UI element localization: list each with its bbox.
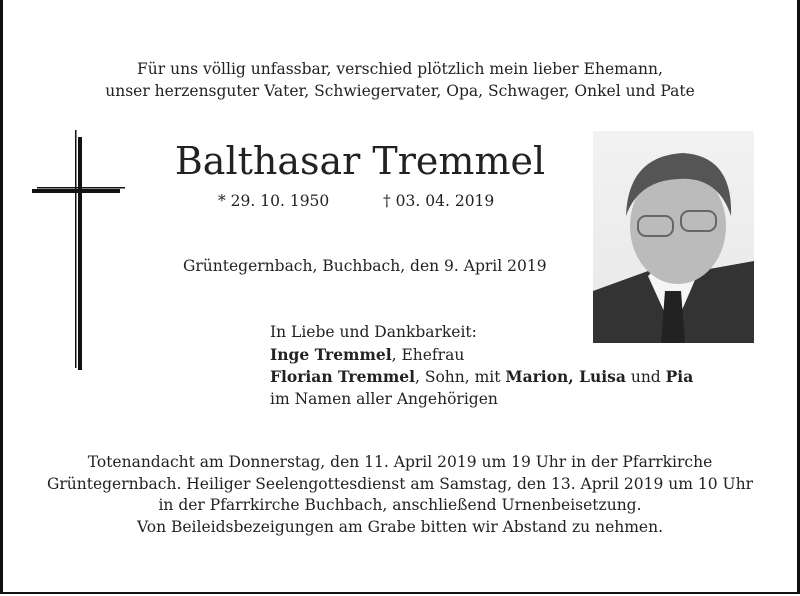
relation: , Sohn, mit: [414, 368, 506, 386]
son-name: Florian Tremmel: [270, 367, 415, 386]
birth-date: * 29. 10. 1950: [218, 192, 330, 210]
relation: , Ehefrau: [391, 345, 465, 364]
cross-icon: [0, 0, 130, 400]
signature-line: [270, 366, 693, 389]
intro-line: Für uns völlig unfassbar, verschied plötzlich mein lieber Ehemann,: [137, 60, 663, 78]
signature-block: [270, 322, 693, 410]
conjunction: und: [625, 368, 666, 386]
signature-line: [270, 344, 693, 367]
signature-line: In Liebe und Dankbarkeit:: [270, 323, 477, 341]
footer-line: Von Beileidsbezeigungen am Grabe bitten wir Abstand zu nehmen.: [136, 517, 664, 536]
grandchildren-names: Marion, Luisa: [505, 367, 626, 386]
footer-line: Totenandacht am Donnerstag, den 11. April 2019 um 19 Uhr in der Pfarrkirche: [87, 453, 713, 471]
intro-line: unser herzensguter Vater, Schwiegervater, Opa, Schwager, Onkel und Pate: [105, 81, 695, 100]
place-date: Grüntegernbach, Buchbach, den 9. April 2019: [183, 257, 547, 275]
signature-line: im Namen aller Angehörigen: [270, 389, 498, 408]
deceased-name: Balthasar Tremmel: [174, 139, 546, 183]
footer-line: in der Pfarrkirche Buchbach, anschließend Urnenbeisetzung.: [158, 496, 642, 514]
service-info: [0, 452, 800, 538]
wife-name: Inge Tremmel: [270, 344, 392, 364]
footer-line: Grüntegernbach. Heiliger Seelengottesdienst am Samstag, den 13. April 2019 um 10 Uhr: [46, 474, 754, 493]
portrait-photo: [593, 131, 754, 343]
death-date: † 03. 04. 2019: [383, 192, 495, 210]
grandchild-name: Pia: [665, 367, 694, 386]
